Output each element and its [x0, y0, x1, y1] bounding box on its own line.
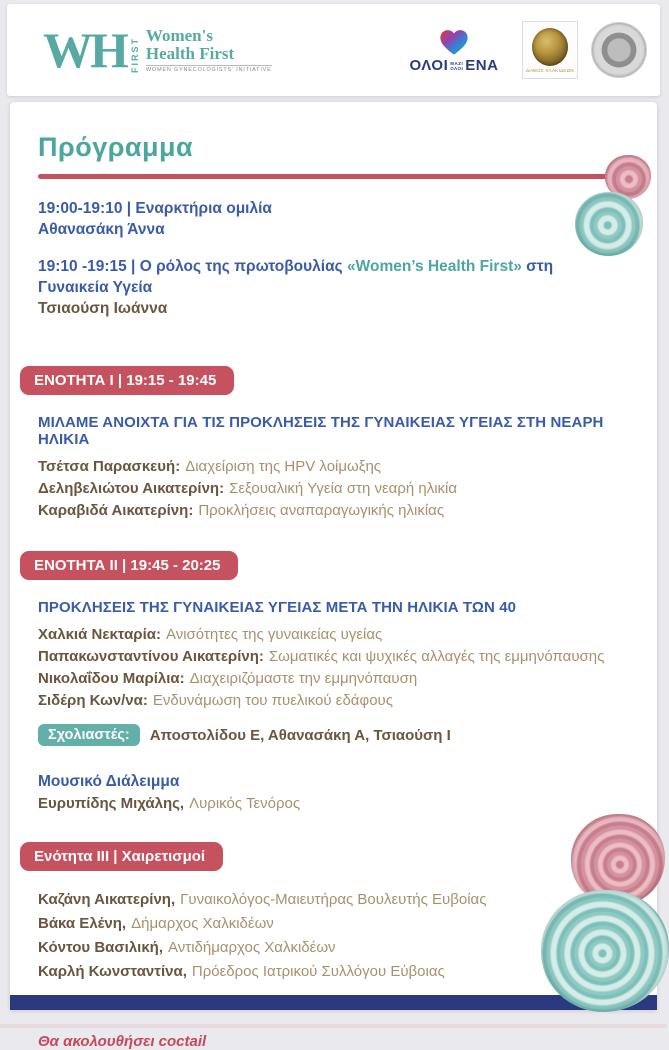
- guest-line: [38, 936, 627, 960]
- speaker-name: Καραβιδά Αικατερίνη:: [38, 502, 194, 519]
- speaker-name: Τσέτσα Παρασκευή:: [38, 458, 181, 475]
- opening-item: [38, 198, 627, 240]
- guest-line: [38, 888, 627, 912]
- section3-guests: [38, 888, 627, 984]
- page-title: Πρόγραμμα: [38, 132, 194, 162]
- whf-logo-tagline: WOMEN GYNECOLOGISTS' INITIATIVE: [145, 67, 272, 73]
- whf-logo-first-vertical: FIRST: [129, 37, 140, 73]
- performer-line: [38, 793, 627, 815]
- speaker-topic: Ανισότητες της γυναικείας υγείας: [165, 626, 383, 643]
- music-break: [38, 771, 627, 815]
- intro-speaker: Τσιαούση Ιωάννα: [38, 300, 168, 317]
- speaker-line: [38, 500, 627, 522]
- guest-role: Αντιδήμαρχος Χαλκιδέων: [168, 939, 336, 956]
- intro-prefix: 19:10 -19:15 | Ο ρόλος της πρωτοβουλίας: [38, 258, 347, 275]
- music-break-title: Μουσικό Διάλειμμα: [38, 773, 180, 790]
- guest-name: Βάκα Ελένη,: [38, 915, 127, 932]
- speaker-line: [38, 456, 627, 478]
- page-bottom-strip: [0, 1024, 667, 1028]
- section1-badge: ΕΝΟΤΗΤΑ Ι | 19:15 - 19:45: [20, 366, 234, 395]
- section2-heading: ΠΡΟΚΛΗΣΕΙΣ ΤΗΣ ΓΥΝΑΙΚΕΙΑΣ ΥΓΕΙΑΣ ΜΕΤΑ ΤΗΝ ΗΛΙΚΙΑ ΤΩΝ 40: [38, 599, 517, 616]
- guest-line: [38, 912, 627, 936]
- guest-name: Καρλή Κωνσταντίνα,: [38, 963, 187, 980]
- speaker-topic: Ενδυνάμωση του πυελικού εδάφους: [152, 692, 393, 709]
- whf-logo-line2: Health First: [145, 44, 235, 63]
- whf-logo-line1: Women's: [145, 26, 213, 45]
- ancient-coin-icon: [532, 28, 568, 66]
- partner-logos: [400, 21, 646, 79]
- municipality-caption: ΔΗΜΟΣ ΧΑΛΚΙΔΕΩΝ: [526, 67, 574, 73]
- guest-role: Γυναικολόγος-Μαιευτήρας Βουλευτής Ευβοίας: [180, 891, 487, 908]
- speaker-name: Παπακωνσταντίνου Αικατερίνη:: [38, 648, 264, 665]
- footer-note: Θα ακολουθήσει coctail: [38, 1033, 207, 1050]
- puzzle-heart-icon: [437, 26, 471, 56]
- medical-association-seal-logo: [592, 23, 646, 77]
- speaker-line: [38, 646, 627, 668]
- oloi-word1: ΟΛΟΙ: [409, 57, 449, 74]
- intro-time-title: [38, 256, 627, 298]
- performer-name: Ευρυπίδης Μιχάλης,: [38, 795, 185, 812]
- speaker-name: Δεληβελιώτου Αικατερίνη:: [38, 480, 225, 497]
- municipality-chalkida-logo: [522, 21, 578, 79]
- divider-line: [38, 174, 615, 179]
- whf-logo-monogram: WH: [43, 22, 126, 78]
- speaker-topic: Διαχείριση της HPV λοίμωξης: [185, 458, 382, 475]
- commentators-row: [38, 724, 627, 746]
- speaker-line: [38, 668, 627, 690]
- speaker-name: Σιδέρη Κων/να:: [38, 692, 148, 709]
- speaker-topic: Σωματικές και ψυχικές αλλαγές της εμμηνόπαυσης: [268, 648, 605, 665]
- intro-highlight: «Women’s Health First»: [347, 258, 522, 275]
- speaker-topic: Προκλήσεις αναπαραγωγικής ηλικίας: [198, 502, 445, 519]
- speaker-line: [38, 690, 627, 712]
- speaker-line: [38, 624, 627, 646]
- performer-role: Λυρικός Τενόρος: [189, 795, 301, 812]
- teal-rose-image-bottom: [541, 890, 669, 1012]
- speaker-topic: Σεξουαλική Υγεία στη νεαρή ηλικία: [229, 480, 458, 497]
- header-strip: [7, 4, 660, 96]
- section3-badge: Ενότητα ΙΙΙ | Χαιρετισμοί: [20, 842, 223, 871]
- commentators-names: Αποστολίδου Ε, Αθανασάκη Α, Τσιαούση Ι: [149, 726, 451, 744]
- commentators-badge: Σχολιαστές:: [38, 724, 140, 746]
- guest-name: Κόντου Βασιλική,: [38, 939, 164, 956]
- speaker-name: Χαλκιά Νεκταρία:: [38, 626, 161, 643]
- section1-heading: ΜΙΛΑΜΕ ΑΝΟΙΧΤΑ ΓΙΑ ΤΙΣ ΠΡΟΚΛΗΣΕΙΣ ΤΗΣ ΓΥΝΑΙΚΕΙΑΣ ΥΓΕΙΑΣ ΣΤΗ ΝΕΑΡΗ ΗΛΙΚΙΑ: [38, 414, 604, 448]
- speaker-topic: Διαχειριζόμαστε την εμμηνόπαυση: [189, 670, 418, 687]
- oloi-word2a: ΜΑΖΙ: [450, 60, 464, 66]
- opening-speaker: Αθανασάκη Άννα: [38, 221, 165, 238]
- whf-logo: [43, 22, 272, 78]
- guest-role: Πρόεδρος Ιατρικού Συλλόγου Εύβοιας: [191, 963, 445, 980]
- section2-badge: ΕΝΟΤΗΤΑ ΙΙ | 19:45 - 20:25: [20, 551, 238, 580]
- oloi-word2b: ΟΛΟΙ: [450, 65, 464, 71]
- guest-name: Καζάνη Αικατερίνη,: [38, 891, 176, 908]
- opening-time-title: 19:00-19:10 | Εναρκτήρια ομιλία: [38, 200, 272, 217]
- bottom-navy-bar: [10, 995, 657, 1010]
- speaker-line: [38, 478, 627, 500]
- guest-line: [38, 960, 627, 984]
- intro-item: [38, 256, 627, 319]
- whf-logo-wordmark: [146, 27, 272, 73]
- speaker-name: Νικολαΐδου Μαρίλια:: [38, 670, 185, 687]
- oloi-word3: ΕΝΑ: [465, 57, 499, 74]
- teal-rose-image-top: [575, 192, 643, 256]
- program-card: [10, 102, 657, 1050]
- section1-speakers: [38, 456, 627, 522]
- intro-suffix: στη Γυναικεία Υγεία: [38, 258, 554, 296]
- oloi-logo-text: [410, 57, 499, 74]
- guest-role: Δήμαρχος Χαλκιδέων: [131, 915, 274, 932]
- section2-speakers: [38, 624, 627, 712]
- oloi-mazi-oloi-ena-logo: [400, 26, 508, 74]
